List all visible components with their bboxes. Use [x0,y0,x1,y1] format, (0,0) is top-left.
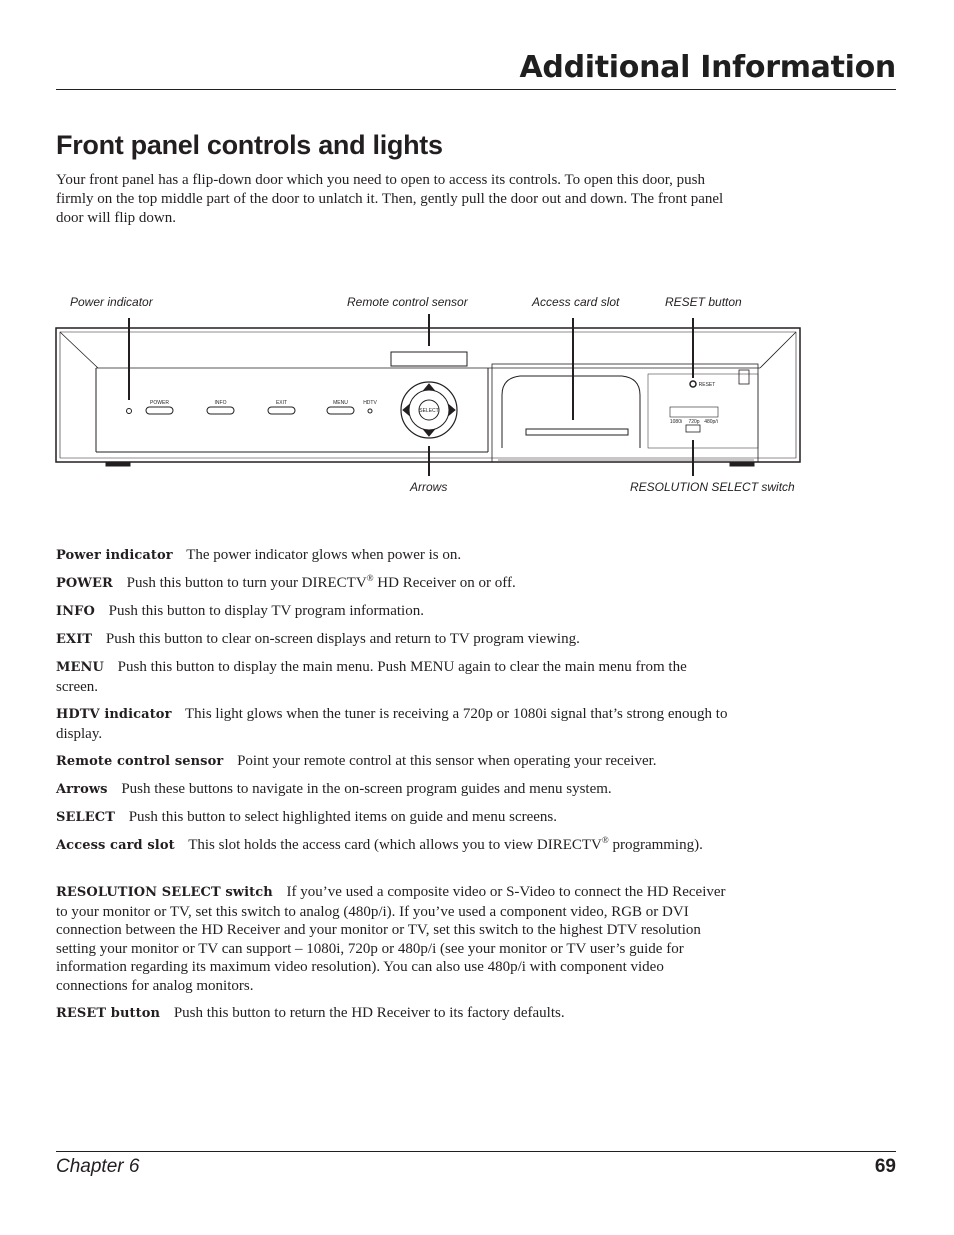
desc-resolution-switch [56,883,728,995]
registered-mark: ® [601,835,609,845]
desc-text: HD Receiver on or off. [373,575,516,591]
panel-label-reset: RESET [698,382,716,388]
desc-info [56,602,728,622]
term-access-card-slot: Access card slot [56,838,175,853]
panel-label-1080i: 1080i [669,419,683,425]
desc-text: Push this button to return the HD Receiver to its factory defaults. [173,1005,565,1021]
desc-text: Push this button to display TV program information. [108,603,424,619]
term-select: SELECT [56,810,115,825]
panel-label-menu: MENU [333,400,348,406]
term-power-indicator: Power indicator [56,548,173,563]
term-info: INFO [56,604,95,619]
desc-text: Push this button to clear on-screen displays and return to TV program viewing. [105,631,580,647]
desc-hdtv-indicator [56,705,728,743]
desc-exit [56,630,728,650]
callout-remote-sensor: Remote control sensor [347,295,468,309]
panel-label-power: POWER [150,400,169,406]
desc-menu [56,658,728,696]
callout-arrows: Arrows [410,480,448,494]
desc-text: Push these buttons to navigate in the on-screen program guides and menu system. [121,781,612,797]
term-hdtv-indicator: HDTV indicator [56,707,172,722]
term-arrows: Arrows [56,782,108,797]
footer-chapter: Chapter 6 [56,1156,140,1177]
callout-resolution-switch: RESOLUTION SELECT switch [630,480,795,494]
desc-text: Push this button to display the main menu. Push MENU again to clear the main menu from the screen. [56,659,687,695]
panel-label-info: INFO [214,400,227,406]
panel-label-hdtv: HDTV [363,400,377,406]
term-reset-button: RESET button [56,1006,161,1021]
panel-label-exit: EXIT [275,400,288,406]
desc-reset-button [56,1004,728,1024]
desc-arrows [56,780,728,800]
panel-label-720p: 720p [688,419,700,425]
term-exit: EXIT [56,632,93,647]
desc-text: Push this button to turn your DIRECTV [126,575,367,591]
footer-divider [56,1151,896,1152]
term-remote-sensor: Remote control sensor [56,754,224,769]
desc-text: programming). [608,837,703,853]
desc-text: This slot holds the access card (which allows you to view DIRECTV [188,837,602,853]
desc-text: The power indicator glows when power is on. [186,547,462,563]
term-menu: MENU [56,660,104,675]
callout-reset-button: RESET button [665,295,742,309]
desc-text: This light glows when the tuner is receiving a 720p or 1080i signal that’s strong enough to display. [56,706,728,742]
callout-power-indicator: Power indicator [70,295,153,309]
panel-label-480pi: 480p/i [704,419,718,425]
desc-power-indicator [56,546,728,566]
panel-label-select: SELECT [419,408,439,414]
term-power: POWER [56,576,113,591]
receiver-front-panel-illustration [0,280,954,510]
desc-text: Push this button to select highlighted items on guide and menu screens. [128,809,557,825]
desc-remote-sensor [56,752,728,772]
desc-access-card-slot [56,836,728,856]
term-resolution-switch: RESOLUTION SELECT switch [56,885,273,900]
page-header-title: Additional Information [519,50,896,85]
footer-page-number: 69 [874,1156,896,1177]
front-panel-diagram [0,280,954,510]
desc-text: If you’ve used a composite video or S-Video to connect the HD Receiver to your monitor or TV, set this switch to analog (480p/i). If you’ve used a component video, RGB or DVI connection between the HD Receiver and your monitor or TV, set this switch to the highest DTV resolution setting your monitor or TV can support – 1080i, 720p or 480p/i (see your monitor or TV user’s guide for information regarding its maximum video resolution). You can also use 480p/i with component video connections for analog monitors. [56,884,726,994]
registered-mark: ® [366,573,374,583]
intro-paragraph: Your front panel has a flip-down door which you need to open to access its controls. To open this door, push firmly on the top middle part of the door to unlatch it. Then, gently pull the door out and down. The front panel door will flip down. [56,172,724,226]
header-divider [56,89,896,90]
callout-access-card-slot: Access card slot [532,295,620,309]
desc-select [56,808,728,828]
desc-power [56,574,728,594]
desc-text: Point your remote control at this sensor when operating your receiver. [237,753,657,769]
section-title: Front panel controls and lights [56,130,443,160]
